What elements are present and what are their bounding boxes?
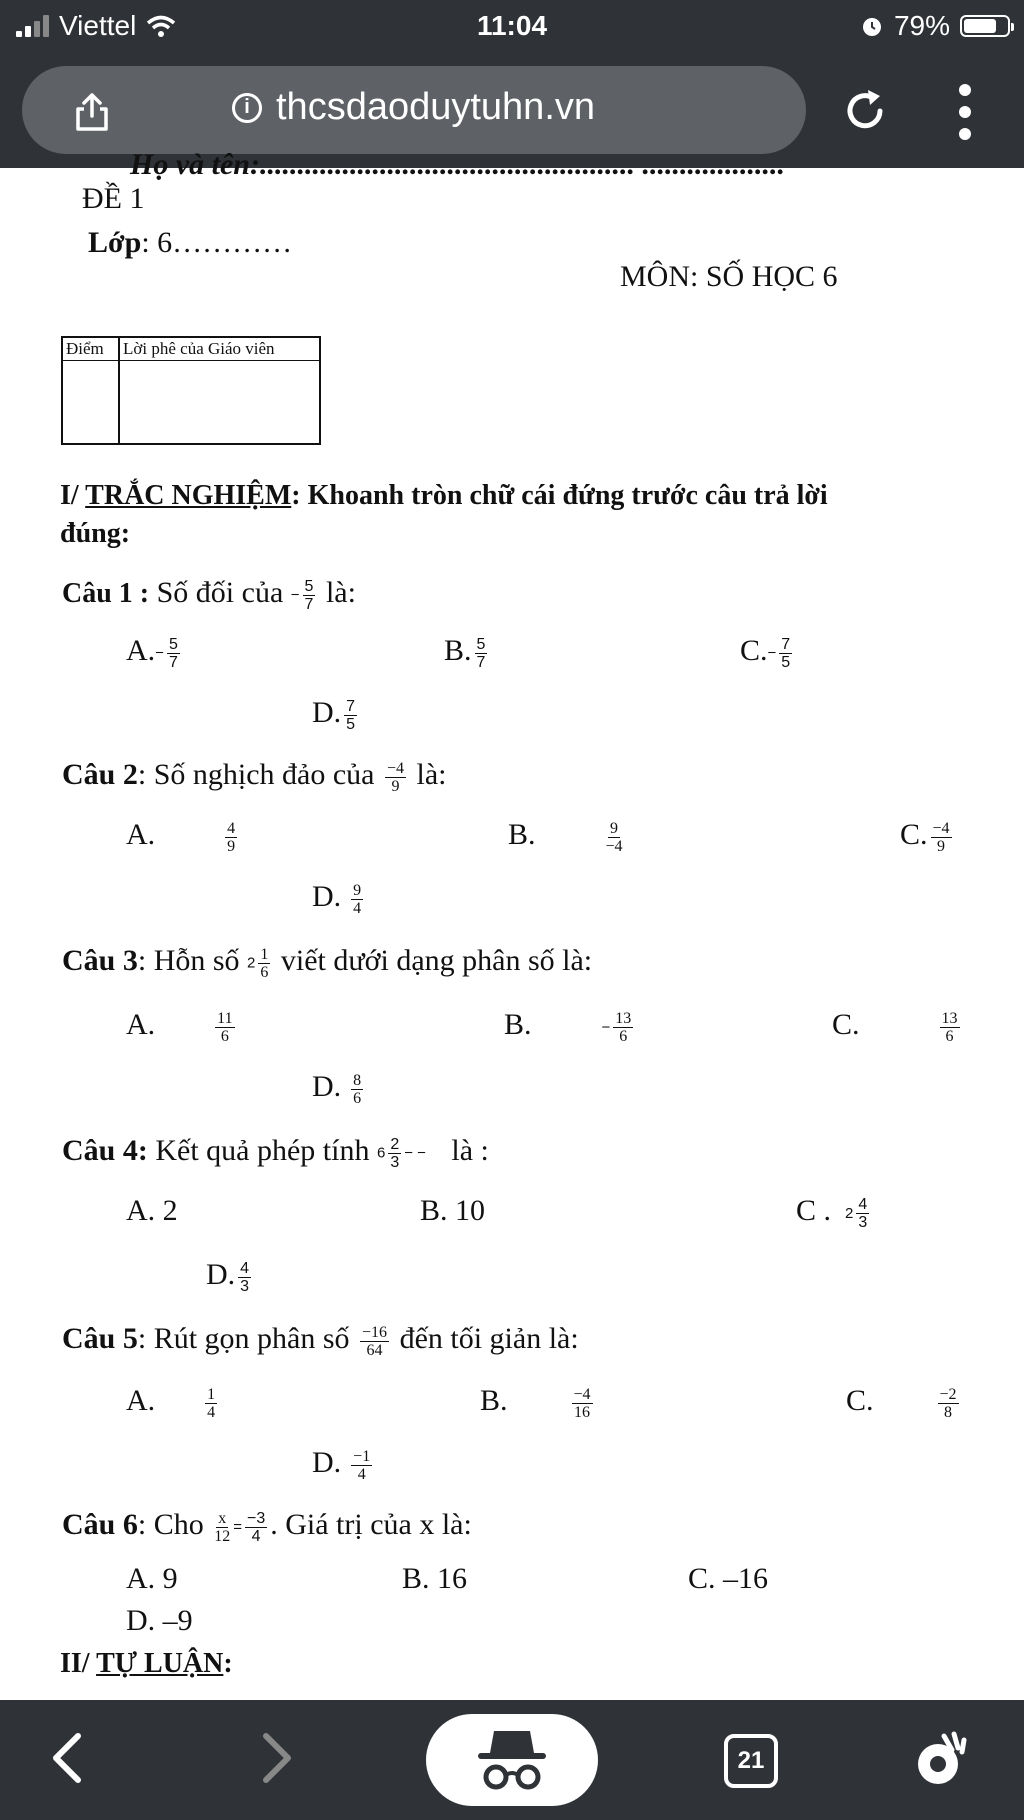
q4-c-fraction: $\frac{4}{3}$ [858, 1195, 868, 1231]
q5-label: Câu 5 [62, 1322, 138, 1355]
q2-end: là: [409, 758, 447, 791]
class-line [88, 226, 292, 260]
q2-option-d[interactable]: D. $\frac{9}{4}$ [312, 880, 362, 917]
q4-option-a[interactable]: A. 2 [126, 1194, 178, 1227]
q2-text: : Số nghịch đảo của [137, 758, 382, 791]
q4-fraction: $\frac{2}{3}$ [390, 1135, 400, 1171]
q1-text: Số đối của [149, 576, 291, 609]
q3-text: : Hỗn số [137, 944, 248, 977]
clock: 11:04 [476, 10, 548, 41]
more-menu-icon[interactable] [950, 84, 980, 140]
document-page [0, 148, 1024, 1700]
q1-option-b[interactable]: B. $\frac{5}{7}$ [444, 634, 486, 671]
q2-b-fraction: $\frac{9}{-4}$ [605, 819, 623, 855]
q3-option-c[interactable]: C. $\frac{13}{6}$ [832, 1008, 958, 1045]
battery-fill [964, 19, 996, 33]
browser-bottom-bar [0, 1700, 1024, 1820]
section1-instruction-cont: đúng: [60, 518, 131, 549]
q6-option-c[interactable]: C. –16 [688, 1562, 769, 1595]
q1-end: là: [318, 576, 356, 609]
q5-option-b[interactable]: B. $\frac{-4}{16}$ [480, 1384, 591, 1421]
q4-label: Câu 4: [62, 1134, 148, 1167]
q2-fraction: $\frac{-4}{9}$ [386, 759, 405, 795]
q3-whole: 2 [247, 954, 256, 972]
q6-option-b[interactable]: B. 16 [402, 1562, 468, 1595]
q3-a-fraction: $\frac{11}{6}$ [217, 1009, 233, 1045]
question-4 [62, 1134, 489, 1171]
grade-header-divider [63, 360, 319, 361]
section2-prefix: II/ [60, 1648, 97, 1679]
class-label: Lớp [88, 226, 142, 259]
q3-c-fraction: $\frac{13}{6}$ [941, 1009, 958, 1045]
section1-prefix: I/ [60, 480, 86, 511]
battery-icon [960, 15, 1010, 37]
q5-option-a[interactable]: A. $\frac{1}{4}$ [126, 1384, 216, 1421]
q4-tail: − − [404, 1144, 426, 1162]
q1-option-a[interactable]: A.− $\frac{5}{7}$ [126, 634, 178, 671]
question-1 [62, 576, 356, 613]
info-icon[interactable]: i [232, 93, 262, 123]
q3-d-fraction: $\frac{8}{6}$ [353, 1071, 362, 1107]
class-value: : 6………… [141, 226, 293, 259]
grade-col-comment: Lời phê của Giáo viên [123, 339, 275, 358]
section2-heading [60, 1648, 233, 1680]
q4-end: là : [443, 1134, 489, 1167]
q5-text: : Rút gọn phân số [137, 1322, 358, 1355]
carrier-name: Viettel [59, 10, 137, 41]
q4-d-fraction: $\frac{4}{3}$ [240, 1259, 250, 1295]
q3-b-fraction: $\frac{13}{6}$ [615, 1009, 632, 1045]
q1-option-c[interactable]: C.− $\frac{7}{5}$ [740, 634, 791, 671]
q3-option-a[interactable]: A. $\frac{11}{6}$ [126, 1008, 233, 1045]
address-bar[interactable] [22, 66, 806, 154]
back-icon[interactable] [40, 1728, 100, 1788]
battery-percent: 79% [893, 10, 950, 41]
incognito-icon [472, 1725, 552, 1795]
q6-end: . Giá trị của x là: [270, 1508, 472, 1541]
question-5 [62, 1322, 579, 1359]
q5-a-fraction: $\frac{1}{4}$ [207, 1385, 216, 1421]
q3-fraction: $\frac{1}{6}$ [260, 945, 269, 981]
status-right [860, 10, 1010, 42]
q1-minus: − [290, 586, 300, 604]
section2-title: TỰ LUẬN [96, 1648, 224, 1679]
incognito-button[interactable] [426, 1714, 598, 1806]
q1-c-fraction: $\frac{7}{5}$ [781, 635, 791, 671]
q2-option-b[interactable]: B. $\frac{9}{-4}$ [508, 818, 623, 855]
exam-number: ĐỀ 1 [82, 182, 145, 215]
q6-lhs-fraction: $\frac{x}{12}$ [214, 1509, 231, 1545]
grade-col-score: Điểm [66, 339, 104, 358]
q1-fraction: $\frac{5}{7}$ [304, 577, 314, 613]
q5-d-fraction: $\frac{-1}{4}$ [353, 1447, 371, 1483]
q1-label: Câu 1 : [62, 578, 150, 609]
tab-count-button[interactable]: 21 [724, 1734, 778, 1788]
q5-b-fraction: $\frac{-4}{16}$ [573, 1385, 591, 1421]
status-bar [0, 0, 1024, 54]
q5-fraction: $\frac{-16}{64}$ [362, 1323, 388, 1359]
q6-rhs-fraction: $\frac{-3}{4}$ [246, 1509, 266, 1545]
url-text: thcsdaoduytuhn.vn [276, 86, 596, 128]
subject: MÔN: SỐ HỌC 6 [620, 260, 838, 293]
url-display[interactable] [232, 86, 595, 129]
reload-icon[interactable] [840, 86, 890, 136]
section1-instruction: : Khoanh tròn chữ cái đứng trước câu trả lời [291, 480, 828, 511]
share-icon[interactable] [72, 92, 112, 132]
q3-option-d[interactable]: D. $\frac{8}{6}$ [312, 1070, 362, 1107]
section1-title: TRẮC NGHIỆM [85, 480, 292, 511]
q2-option-a[interactable]: A. $\frac{4}{9}$ [126, 818, 236, 855]
q4-option-b[interactable]: B. 10 [420, 1194, 486, 1227]
q6-label: Câu 6 [62, 1508, 138, 1541]
q6-option-a[interactable]: A. 9 [126, 1562, 178, 1595]
name-line: Họ và tên:.................................................. ................... [130, 148, 785, 181]
q6-option-d[interactable]: D. –9 [126, 1604, 193, 1637]
q1-a-fraction: $\frac{5}{7}$ [168, 635, 178, 671]
q3-end: viết dưới dạng phân số là: [273, 944, 593, 977]
q2-d-fraction: $\frac{9}{4}$ [353, 881, 362, 917]
q1-b-fraction: $\frac{5}{7}$ [476, 635, 486, 671]
q1-option-d[interactable]: D. $\frac{7}{5}$ [312, 696, 356, 733]
grade-box [61, 336, 321, 445]
q2-label: Câu 2 [62, 758, 138, 791]
q5-option-c[interactable]: C. $\frac{-2}{8}$ [846, 1384, 957, 1421]
brave-shield-icon[interactable] [908, 1728, 972, 1792]
q1-d-fraction: $\frac{7}{5}$ [346, 697, 356, 733]
q4-whole: 6 [376, 1144, 386, 1162]
q4-text: Kết quả phép tính [147, 1134, 377, 1167]
q5-c-fraction: $\frac{-2}{8}$ [939, 1385, 957, 1421]
question-3 [62, 944, 592, 981]
q5-end: đến tối giản là: [392, 1322, 579, 1355]
q3-label: Câu 3 [62, 944, 138, 977]
q2-c-fraction: $\frac{-4}{9}$ [932, 819, 950, 855]
question-6 [62, 1508, 472, 1545]
q4-option-c[interactable]: C . 2 $\frac{4}{3}$ [796, 1194, 868, 1231]
forward-icon[interactable] [244, 1728, 304, 1788]
q4-option-d[interactable]: D. $\frac{4}{3}$ [206, 1258, 250, 1295]
q6-text: : Cho [137, 1508, 212, 1541]
q6-equals: = [233, 1518, 242, 1536]
q5-option-d[interactable]: D. $\frac{-1}{4}$ [312, 1446, 371, 1483]
section2-colon: : [223, 1648, 233, 1679]
q2-option-c[interactable]: C. $\frac{-4}{9}$ [900, 818, 950, 855]
alarm-icon [860, 14, 884, 38]
question-2 [62, 758, 447, 795]
q2-a-fraction: $\frac{4}{9}$ [227, 819, 236, 855]
section1-heading [60, 480, 828, 512]
q3-option-b[interactable]: B. − $\frac{13}{6}$ [504, 1008, 632, 1045]
